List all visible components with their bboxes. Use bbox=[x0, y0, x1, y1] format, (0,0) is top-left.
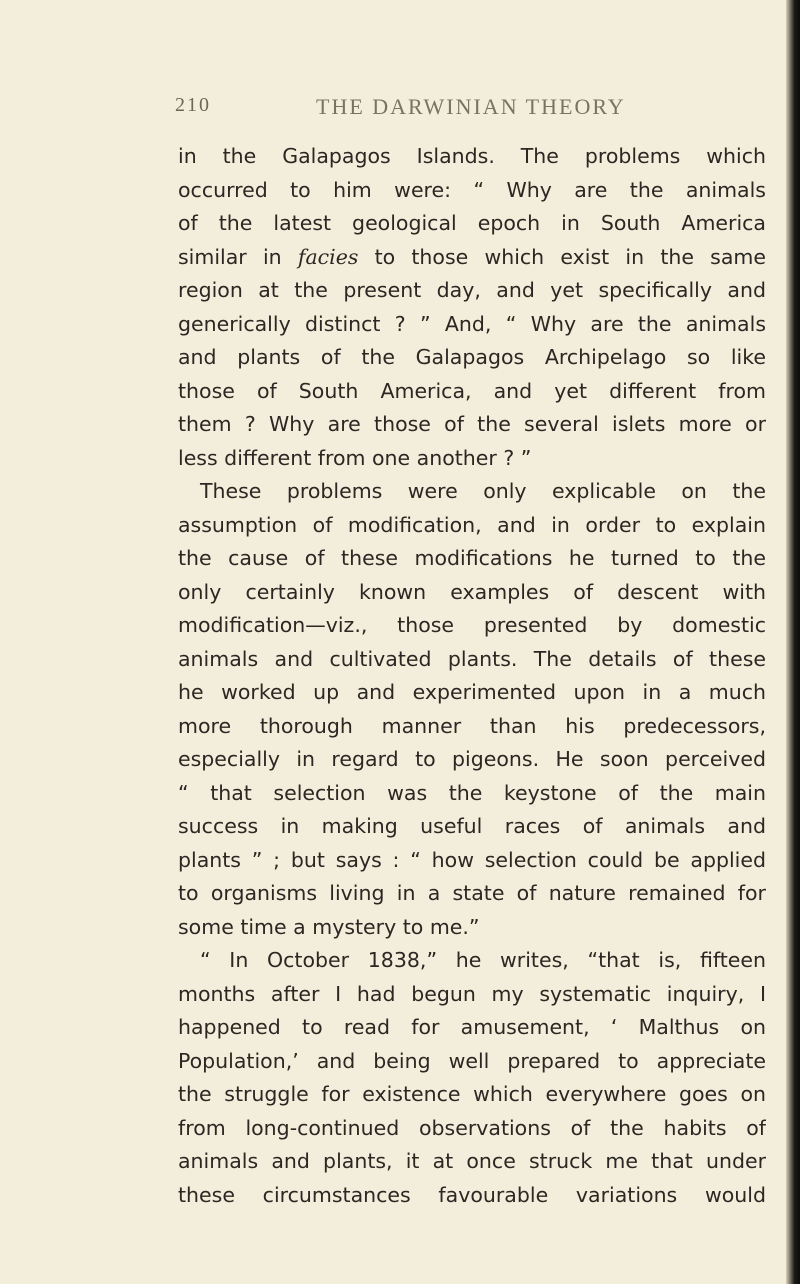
text-line: Population,’ and being well prepared to appreciate bbox=[178, 1048, 766, 1073]
text-segment: similar in bbox=[178, 244, 298, 269]
text-line: from long-continued observations of the habits of bbox=[178, 1115, 766, 1140]
text-line: success in making useful races of animals and bbox=[178, 814, 766, 838]
text-line bbox=[178, 241, 766, 275]
text-line: he worked up and experimented upon in a much bbox=[178, 680, 766, 704]
text-line: “ In October 1838,” he writes, “that is, fifteen bbox=[200, 948, 766, 972]
text-line: and plants of the Galapagos Archipelago so like bbox=[178, 345, 766, 369]
text-line: occurred to him were: “ Why are the animals bbox=[178, 177, 766, 202]
text-line: only certainly known examples of descent with bbox=[178, 579, 766, 604]
text-line: especially in regard to pigeons. He soon perceived bbox=[178, 747, 766, 771]
text-line: of the latest geological epoch in South America bbox=[178, 211, 766, 235]
running-head: THE DARWINIAN THEORY bbox=[316, 94, 626, 119]
text-line: the cause of these modifications he turned to the bbox=[178, 546, 766, 570]
text-line: these circumstances favourable variations would bbox=[178, 1182, 766, 1207]
text-line: modification—viz., those presented by domestic bbox=[178, 613, 766, 637]
text-line: animals and plants, it at once struck me that under bbox=[178, 1149, 766, 1173]
text-line: some time a mystery to me.” bbox=[178, 914, 480, 939]
text-line: These problems were only explicable on the bbox=[200, 479, 766, 503]
text-line: in the Galapagos Islands. The problems which bbox=[178, 144, 766, 168]
text-line: assumption of modification, and in order to explain bbox=[178, 512, 766, 537]
page-edge-shadow bbox=[786, 0, 800, 1284]
body-text bbox=[178, 140, 766, 1212]
italic-term: facies bbox=[297, 244, 359, 269]
text-line: happened to read for amusement, ‘ Malthus on bbox=[178, 1015, 766, 1039]
text-line: more thorough manner than his predecessors, bbox=[178, 713, 766, 738]
text-line: less different from one another ? ” bbox=[178, 445, 532, 470]
text-line: the struggle for existence which everywhere goes on bbox=[178, 1082, 766, 1106]
text-line: those of South America, and yet different from bbox=[178, 378, 766, 403]
text-line: region at the present day, and yet specifically and bbox=[178, 278, 766, 302]
page-number: 210 bbox=[175, 94, 211, 116]
text-line: “ that selection was the keystone of the main bbox=[178, 780, 766, 805]
text-line: them ? Why are those of the several islets more or bbox=[178, 412, 766, 436]
text-line: to organisms living in a state of nature remained for bbox=[178, 881, 766, 905]
text-segment: to those which exist in the same bbox=[358, 244, 766, 269]
text-line: months after I had begun my systematic inquiry, I bbox=[178, 981, 766, 1006]
text-line: animals and cultivated plants. The details of these bbox=[178, 646, 766, 671]
text-line: plants ” ; but says : “ how selection could be applied bbox=[178, 847, 766, 872]
page-header bbox=[0, 94, 800, 124]
text-line: generically distinct ? ” And, “ Why are the animals bbox=[178, 311, 766, 336]
